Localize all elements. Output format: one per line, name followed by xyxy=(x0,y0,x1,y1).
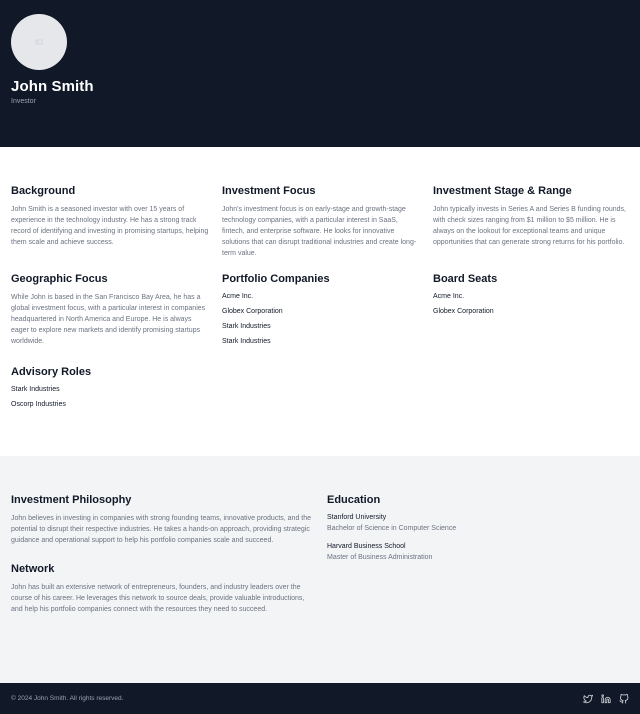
investment-focus-text: John's investment focus is on early-stage and growth-stage technology companies, with a particular interest in SaaS, fintech, and enterprise software. He looks for innovative solutions that can disrupt traditional industries and create long-term value. xyxy=(222,206,417,257)
lower-section xyxy=(0,456,640,683)
network-card xyxy=(11,562,317,615)
board-seat-item: Globex Corporation xyxy=(433,308,494,315)
portfolio-title: Portfolio Companies xyxy=(222,273,330,285)
education-card xyxy=(327,493,629,563)
education-school: Harvard Business School xyxy=(327,543,406,550)
avatar xyxy=(11,14,67,70)
social-links xyxy=(583,694,629,704)
portfolio-item: Globex Corporation xyxy=(222,308,283,315)
portfolio-item: Acme Inc. xyxy=(222,293,254,300)
portfolio-item: Stark Industries xyxy=(222,323,271,330)
linkedin-icon[interactable] xyxy=(601,694,611,704)
stage-range-title: Investment Stage & Range xyxy=(433,185,572,197)
geographic-focus-text: While John is based in the San Francisco Bay Area, he has a global investment focus, with a particular interest in companies headquartered in North America and Europe. He is always eager to explore new markets and identify promising startups worldwide. xyxy=(11,294,206,345)
network-title: Network xyxy=(11,563,55,575)
philosophy-card xyxy=(11,493,317,546)
background-card xyxy=(11,184,211,259)
education-school: Stanford University xyxy=(327,514,387,521)
philosophy-title: Investment Philosophy xyxy=(11,494,132,506)
advisory-card xyxy=(11,365,211,415)
board-seats-card xyxy=(433,272,633,352)
investment-focus-card xyxy=(222,184,422,259)
background-title: Background xyxy=(11,185,76,197)
portfolio-item: Stark Industries xyxy=(222,338,271,345)
advisory-item: Oscorp Industries xyxy=(11,401,66,408)
education-title: Education xyxy=(327,494,381,506)
details-section xyxy=(0,147,640,456)
image-placeholder-icon xyxy=(34,37,44,47)
stage-range-text: John typically invests in Series A and Series B funding rounds, with check sizes ranging from $1 million to $5 million. He is always on the lookout for exceptional teams and unique opportunities that can generate strong returns for his portfolio. xyxy=(433,206,626,246)
investment-focus-title: Investment Focus xyxy=(222,185,316,197)
advisory-title: Advisory Roles xyxy=(11,366,92,378)
board-seats-title: Board Seats xyxy=(433,273,498,285)
stage-range-card xyxy=(433,184,633,259)
profile-role: Investor xyxy=(11,98,36,105)
right-column xyxy=(327,493,629,631)
background-text: John Smith is a seasoned investor with over 15 years of experience in the technology industry. He has a strong track record of identifying and investing in promising startups, helping them scale and achieve success. xyxy=(11,206,209,246)
copyright-text: © 2024 John Smith. All rights reserved. xyxy=(11,695,124,702)
profile-header xyxy=(0,0,640,147)
network-text: John has built an extensive network of entrepreneurs, founders, and industry leaders over the course of his career. He leverages this network to source deals, provide valuable introductions, and help his portfolio companies connect with the resources they need to succeed. xyxy=(11,584,305,613)
board-seat-item: Acme Inc. xyxy=(433,293,465,300)
profile-name: John Smith xyxy=(11,78,94,95)
geographic-focus-card xyxy=(11,272,211,352)
page-footer xyxy=(0,683,640,714)
twitter-icon[interactable] xyxy=(583,694,593,704)
education-degree: Master of Business Administration xyxy=(327,554,433,561)
education-entry xyxy=(327,542,629,563)
github-icon[interactable] xyxy=(619,694,629,704)
portfolio-card xyxy=(222,272,422,352)
philosophy-text: John believes in investing in companies with strong founding teams, innovative products, and the potential to disrupt their respective industries. He takes a hands-on approach, providing strategic guidance and operational support to help his portfolio companies scale and succeed. xyxy=(11,515,312,544)
education-entry xyxy=(327,513,629,534)
geographic-focus-title: Geographic Focus xyxy=(11,273,108,285)
left-column xyxy=(11,493,317,631)
advisory-item: Stark Industries xyxy=(11,386,60,393)
education-degree: Bachelor of Science in Computer Science xyxy=(327,525,457,532)
